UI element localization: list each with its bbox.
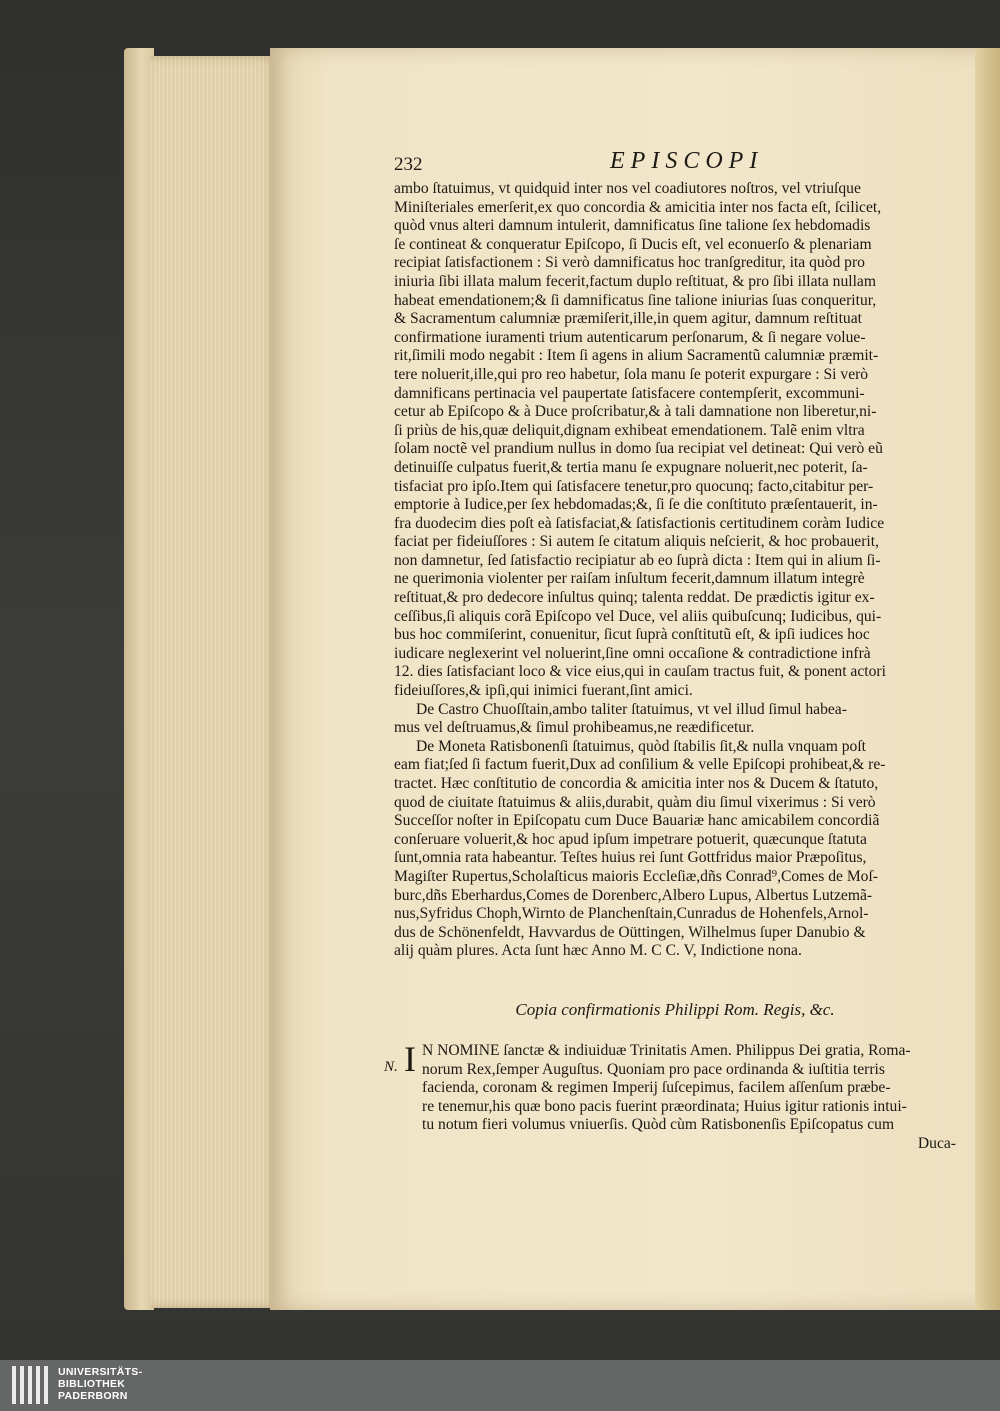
library-name-line3: PADERBORN: [58, 1390, 128, 1402]
text-line: rit,ſimili modo negabit : Item ſi agens in alium Sacramentũ calumniæ præmit-: [394, 347, 879, 365]
page-number: 232: [394, 154, 423, 175]
body-text: [394, 180, 956, 961]
text-line: fra duodecim dies poſt eà ſatisfaciat,& ſatisfactionis certitudinem coràm Iudice: [394, 514, 885, 532]
text-line: quod de ciuitate ſtatuimus & aliis,durabit, quàm diu ſimul vixerimus : Si verò: [394, 793, 876, 811]
text-line: mus vel deſtruamus,& ſimul prohibeamus,ne reædificetur.: [394, 719, 755, 737]
text-line: eam fiat;ſed ſi factum fuerit,Dux ad conſilium & velle Epiſcopi prohibeat,& re-: [394, 756, 886, 774]
text-line: nus,Syfridus Choph,Wirnto de Planchenſtain,Cunradus de Hohenfels,Arnol-: [394, 905, 869, 923]
section-caption: Copia confirmationis Philippi Rom. Regis, &c.: [515, 1000, 835, 1019]
text-line: damnificans pertinacia vel paupertate ſatisfacere contempſerit, excommuni-: [394, 384, 865, 402]
castro-paragraph: [394, 701, 956, 738]
text-line: reſtituat,& pro dedecore inſultus quinq; talenta reddat. De prædictis igitur ex-: [394, 589, 875, 607]
text-line: habeat emendationem;& ſi damnificatus ſine talione iniurias ſuas conqueritur,: [394, 291, 877, 309]
text-line: tisfaciat pro ipſo.Item qui ſatisfacere tenetur,pro quocunq; facto,citabitur per-: [394, 477, 874, 495]
text-line: bus hoc commiſerint, conuenitur, ſicut ſuprà conſtitutũ eſt, & ipſi iudices hoc: [394, 626, 870, 644]
text-line: faciat per fideiuſſores : Si autem ſe citatum aliquis neſcierit, & hoc probauerit,: [394, 533, 879, 551]
page-header: [394, 148, 954, 180]
text-line: ſolam noctẽ vel prandium nullus in domo ſua recipiat vel detineat: Qui verò eũ: [394, 440, 883, 458]
library-name: [58, 1366, 142, 1402]
text-line: tere noluerit,ille,qui pro reo habetur, ſola manu ſe poterit expurgare : Si verò: [394, 365, 869, 383]
text-line: De Moneta Ratisbonenſi ſtatuimus, quòd ſtabilis ſit,& nulla vnquam poſt: [416, 737, 867, 755]
text-line: 12. dies ſatisfaciant loco & vice eius,qui in cauſam tractus fuit, & ponent actori: [394, 663, 886, 681]
text-line: ambo ſtatuimus, vt quidquid inter nos vel coadiutores noſtros, vel vtriuſque: [394, 180, 861, 197]
text-line: burc,dñs Eberhardus,Comes de Dorenberc,Albero Lupus, Albertus Lutzemã-: [394, 886, 873, 904]
text-line: Succeſſor noſter in Epiſcopatu cum Duce Bauariæ hanc amicabilem concordiã: [394, 812, 880, 830]
text-line: tractet. Hæc conſtitutio de concordia & amicitia inter nos & Ducem & ſtatuto,: [394, 775, 879, 792]
facing-page-edge: [975, 48, 1000, 1310]
running-head: EPISCOPI: [610, 148, 764, 174]
text-line: conſeruare voluerit,& hoc apud ipſum impetrare potuerit, quæcunque ſtatuta: [394, 830, 867, 848]
charter-paragraph: [404, 1039, 956, 1135]
library-name-line1: UNIVERSITÄTS-: [58, 1366, 143, 1378]
page-block-edges: [150, 56, 278, 1308]
text-line: ſi priùs de his,quæ deliquit,dignam exhibeat emendationem. Talẽ enim vltra: [394, 421, 865, 439]
charter-text: [404, 1039, 956, 1154]
moneta-paragraph: [394, 738, 956, 961]
library-footer: [0, 1360, 1000, 1411]
catchword: Duca-: [917, 1134, 956, 1152]
text-line: ne querimonia violenter per raiſam inſultum fecerit,damnum illatum integrè: [394, 570, 865, 588]
text-line: ceſſibus,ſi aliquis corã Epiſcopo vel Duce, vel aliis quibuſcunq; Iudicibus, qui-: [394, 607, 882, 625]
text-line: iudicare neglexerint vel noluerint,ſine omni occaſione & contradictione infrà: [394, 644, 871, 662]
text-line: emptorie à Iudice,per ſex hebdomadas;&, ſi ſe die conſtituto præſentauerit, in-: [394, 496, 878, 514]
text-line: quòd vnus alteri damnum intulerit, damnificatus ſine talione ſex hebdomadis: [394, 217, 871, 235]
text-line: De Castro Chuoſſtain,ambo taliter ſtatuimus, vt vel illud ſimul habea-: [416, 700, 847, 718]
library-name-line2: BIBLIOTHEK: [58, 1378, 126, 1390]
text-line: ſe contineat & conqueratur Epiſcopo, ſi Ducis eſt, vel econuerſo & plenariam: [394, 235, 872, 253]
text-line: detinuiſſe culpatus fuerit,& tertia manu ſe expugnare noluerit,nec poterit, ſa-: [394, 458, 868, 476]
text-line: recipiat ſatisfactionem : Si verò damnificatus hoc tranſgreditur, ita quòd pro: [394, 254, 865, 272]
text-line: ſunt,omnia rata habeantur. Teſtes huius rei ſunt Gottfridus maior Præpoſitus,: [394, 849, 867, 867]
text-line: & Sacramentum calumniæ præmiſerit,ille,in quem agitur, damnum reſtituat: [394, 310, 862, 328]
drop-capital: I: [404, 1039, 416, 1079]
charter-line: N NOMINE ſanctæ & indiuiduæ Trinitatis Amen. Philippus Dei gratia, Roma-: [422, 1042, 911, 1059]
body-paragraph: [394, 180, 956, 701]
text-line: cetur ab Epiſcopo & à Duce proſcribatur,& à tali damnatione non liberetur,ni-: [394, 403, 877, 421]
charter-line: norum Rex,ſemper Auguſtus. Quoniam pro pace ordinanda & iuſtitia terris: [422, 1060, 885, 1078]
text-line: fideiuſſores,& ipſi,qui inimici fuerant,ſint amici.: [394, 682, 693, 700]
library-logo-icon: [12, 1366, 48, 1404]
text-line: iniuria ſibi illata malum fecerit,factum duplo reſtituat, & pro ſibi illata nullam: [394, 272, 876, 290]
text-line: Magiſter Rupertus,Scholaſticus maioris Eccleſiæ,dñs Conrad⁹,Comes de Moſ-: [394, 867, 879, 885]
text-line: non damnetur, ſed ſatisfactio recipiatur ab eo ſuprà dicta : Item qui in alium ſi-: [394, 551, 881, 569]
charter-line: facienda, coronam & regimen Imperij ſuſcepimus, facilem aſſenſum præbe-: [422, 1079, 891, 1097]
text-line: Miniſteriales emerſerit,ex quo concordia & amicitia inter nos facta eſt, ſcilicet,: [394, 198, 882, 216]
charter-line: tu notum fieri volumus vniuerſis. Quòd cùm Ratisbonenſis Epiſcopatus cum: [422, 1116, 895, 1134]
margin-note: N.: [384, 1059, 398, 1075]
text-line: alij quàm plures. Acta ſunt hæc Anno M. C C. V, Indictione nona.: [394, 942, 802, 960]
charter-line: re tenemur,his quæ bono pacis fuerint præordinata; Huius igitur rationis intui-: [422, 1097, 907, 1115]
text-line: confirmatione iuramenti trium autenticarum perſonarum, & ſi negare volue-: [394, 328, 866, 346]
text-line: dus de Schönenfeldt, Havvardus de Oüttingen, Wilhelmus ſuper Danubio &: [394, 923, 866, 941]
